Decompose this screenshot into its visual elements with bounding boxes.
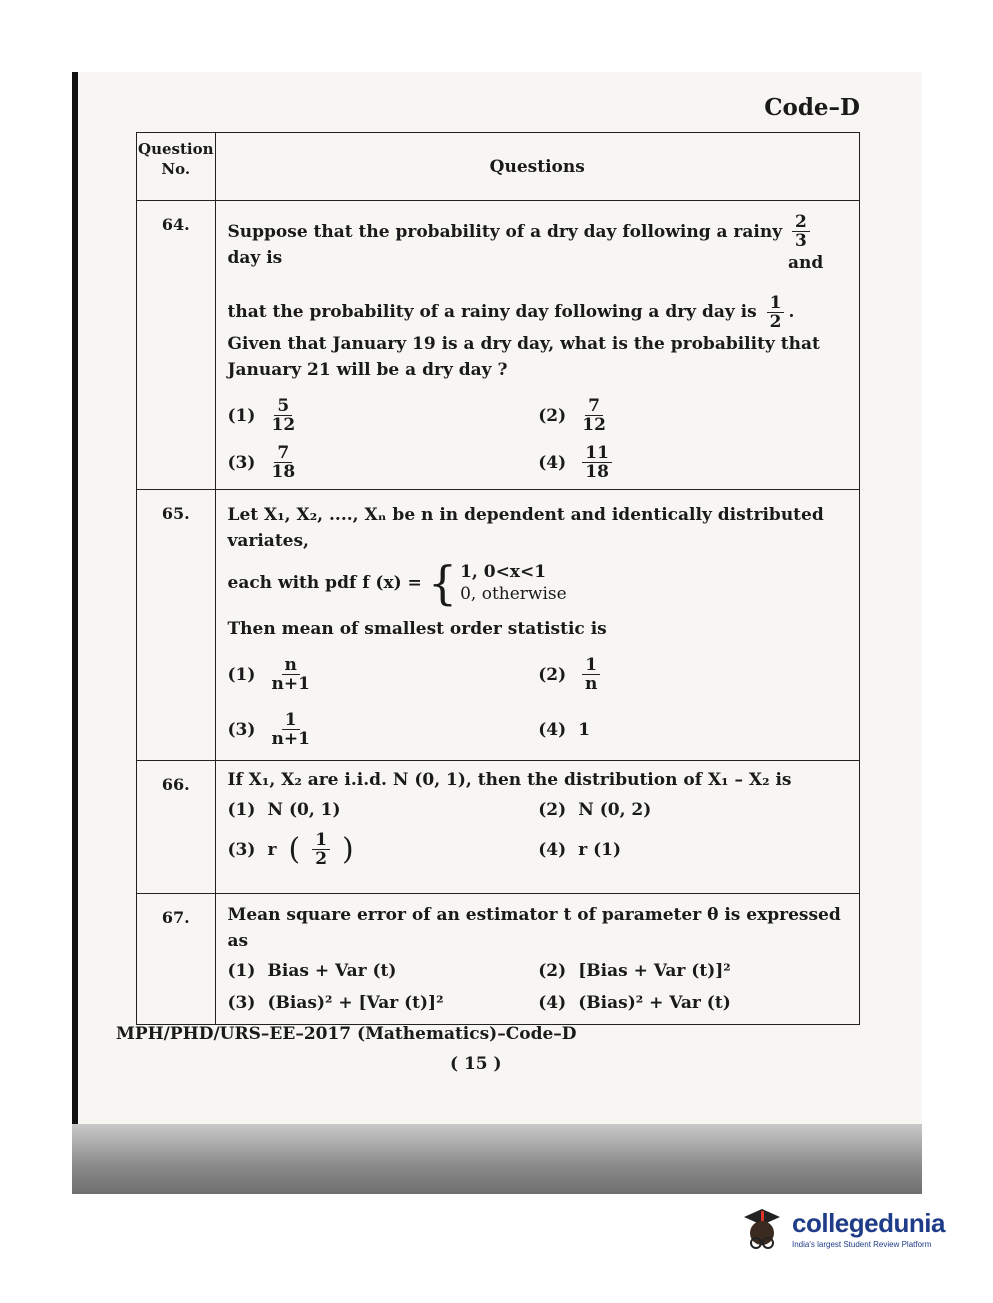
scan-edge — [72, 72, 78, 1194]
question-body: Suppose that the probability of a dry day following a rainy day is $\frac{2}{3}$ and that the probability of a rainy day following a dry day is $\frac{1}{2}$ . Given that January 19 is a dry day, what is the probability that January 21 will be a dry day ? (1) $\frac{5}{12}$ (2) $\frac{7}{12}$ (3) $\frac{7}{18}$ (4) $\frac{11}{18}$ — [215, 201, 860, 490]
question-row — [137, 490, 860, 761]
question-row — [137, 201, 860, 490]
question-body: If X₁, X₂ are i.i.d. N (0, 1), then the distribution of X₁ – X₂ is (1) N (0, 1) (2) N (0, 2) (3) r ( $\frac{1}{2}$ ) (4) r (1) — [215, 761, 860, 894]
collegedunia-logo — [736, 1198, 966, 1258]
option: (1) N (0, 1) — [227, 800, 341, 820]
option: (2) $\frac{1}{n}$ — [538, 656, 849, 693]
options — [228, 797, 850, 868]
page-number: ( 15 ) — [450, 1054, 502, 1074]
option: (3) $\frac{7}{18}$ — [227, 443, 296, 482]
option: (1) Bias + Var (t) — [227, 961, 397, 981]
question-number: 66. — [137, 761, 216, 894]
logo-icon — [736, 1203, 786, 1253]
question-number: 64. — [137, 201, 216, 490]
paper-footer: MPH/PHD/URS–EE–2017 (Mathematics)–Code–D — [116, 1024, 577, 1044]
logo-brand: collegedunia — [792, 1207, 945, 1238]
options — [228, 958, 850, 1016]
option: (1) $\frac{n}{n+1}$ — [227, 655, 310, 694]
options — [228, 656, 850, 748]
option: (2) N (0, 2) — [538, 800, 652, 820]
scan-shadow — [72, 1124, 922, 1194]
scanned-page — [72, 72, 922, 1194]
paper-code: Code–D — [764, 94, 860, 121]
logo-tagline: India's largest Student Review Platform — [792, 1239, 932, 1249]
option: (3) r ( $\frac{1}{2}$ ) — [227, 830, 354, 869]
question-body: Let X₁, X₂, ...., Xₙ be n in dependent and identically distributed variates, each with pdf f (x) = { 1, 0<x<1 0, otherwise Then mean of smallest order statistic is (1) $\frac{n}{n+1}$ (2) $\frac{1}{n}$ (3) $\frac{1}{n+1}$ (4) 1 — [215, 490, 860, 761]
question-body: Mean square error of an estimator t of parameter θ is expressed as (1) Bias + Var (t) (2) [Bias + Var (t)]² (3) (Bias)² + [Var (t)]² (4) (Bias)² + Var (t) — [215, 894, 860, 1025]
option: (4) (Bias)² + Var (t) — [538, 993, 731, 1013]
question-number: 67. — [137, 894, 216, 1025]
option: (1) $\frac{5}{12}$ — [227, 396, 296, 435]
option: (2) $\frac{7}{12}$ — [538, 396, 606, 435]
option: (4) 1 — [538, 719, 591, 740]
option: (4) $\frac{11}{18}$ — [538, 444, 849, 481]
questions-header: Questions — [215, 133, 860, 201]
option: (3) (Bias)² + [Var (t)]² — [227, 993, 444, 1013]
option: (2) [Bias + Var (t)]² — [538, 961, 731, 981]
options — [228, 397, 850, 481]
question-no-header: Question No. — [137, 133, 216, 201]
questions-table — [136, 132, 860, 1025]
question-row — [137, 894, 860, 1025]
fraction: $\frac{2}{3}$ — [792, 213, 810, 250]
option: (3) $\frac{1}{n+1}$ — [227, 710, 310, 749]
question-number: 65. — [137, 490, 216, 761]
question-row — [137, 761, 860, 894]
piecewise-function: { 1, 0<x<1 0, otherwise — [427, 556, 567, 610]
fraction: $\frac{1}{2}$ — [767, 294, 785, 331]
option: (4) r (1) — [538, 839, 622, 860]
